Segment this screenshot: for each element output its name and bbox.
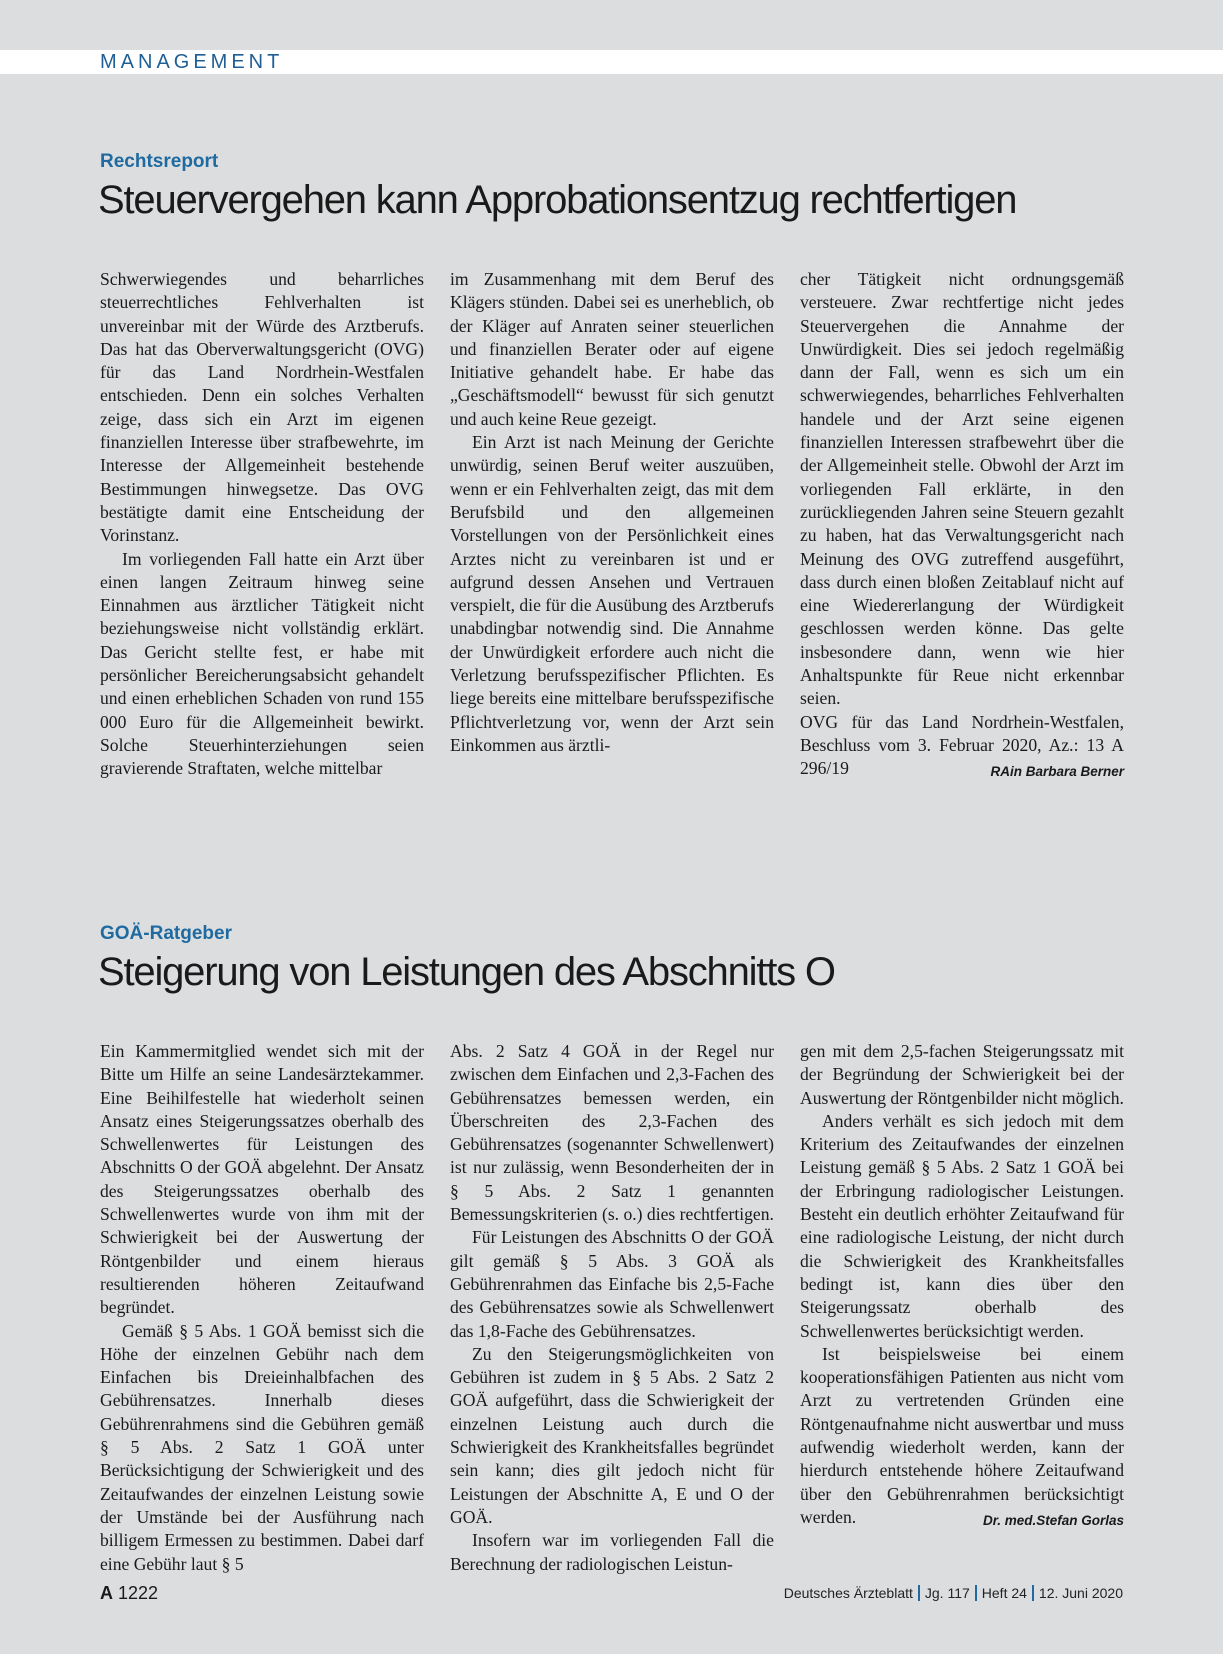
paragraph: Zu den Steigerungsmöglichkeiten von Gebühren ist zudem in § 5 Abs. 2 Satz 2 GOÄ aufgeführt, dass die Schwierigkeit der einzelnen Leistung auch durch die Schwierigkeit des Krankheitsfalles begründet sein kann; dies gilt jedoch nicht für Leistungen der Abschnitte A, E und O der GOÄ. [450, 1343, 774, 1527]
article1-column-3 [800, 268, 1124, 784]
paragraph: Im vorliegenden Fall hatte ein Arzt über einen langen Zeitraum hinweg seine Einnahmen aus ärztlicher Tätigkeit nicht beziehungsweise nicht vollständig erklärt. Das Gericht stellte fest, er habe mit persönlicher Bereicherungsabsicht gehandelt und einen erheblichen Schaden von rund 155 000 Euro für die Allgemeinheit bewirkt. Solche Steuerhinterziehungen seien gravierende Straftaten, welche mittelbar [100, 548, 424, 779]
paragraph: cher Tätigkeit nicht ordnungsgemäß versteuere. Zwar rechtfertige nicht jedes Steuervergehen die Annahme der Unwürdigkeit. Dies sei jedoch regelmäßig dann der Fall, wenn es sich um ein schwerwiegendes, beharrliches Fehlverhalten handele und der Arzt seine eigenen finanziellen Interessen strafbewehrt über die der Allgemeinheit stelle. Obwohl der Arzt im vorliegenden Fall erklärte, in den zurückliegenden Jahren seine Steuern gezahlt zu haben, hat das Verwaltungsgericht nach Meinung des OVG zutreffend ausgeführt, dass durch einen bloßen Zeitablauf nicht auf eine Wiedererlangung der Würdigkeit geschlossen werden könne. Das gelte insbesondere dann, wenn wie hier Anhaltspunkte für Reue nicht erkennbar seien. [800, 269, 1124, 709]
separator [918, 1585, 920, 1601]
citation-text: OVG für das Land Nordrhein-Westfalen, Beschluss vom 3. Februar 2020, Az.: 13 A 296/19 [800, 711, 1124, 779]
paragraph [800, 1343, 1124, 1529]
journal-volume: Jg. 117 [924, 1585, 970, 1601]
paragraph: Für Leistungen des Abschnitts O der GOÄ gilt gemäß § 5 Abs. 3 GOÄ als Gebührenrahmen das Einfache bis 2,5-Fache des Gebührensatzes sowie als Schwellenwert das 1,8-Fache des Gebührensatzes. [450, 1227, 774, 1341]
article2-title: Steigerung von Leistungen des Abschnitts O [98, 950, 835, 994]
top-bar [0, 0, 1223, 50]
paragraph: im Zusammenhang mit dem Beruf des Klägers stünden. Dabei sei es unerheblich, ob der Kläger auf Anraten seiner steuerlichen und finanziellen Berater oder auf eigene Initiative gehandelt habe. Er habe das „Geschäftsmodell“ bewusst für sich genutzt und auch keine Reue gezeigt. [450, 269, 774, 429]
paragraph: gen mit dem 2,5-fachen Steigerungssatz mit der Begründung der Schwierigkeit bei der Auswertung der Röntgenbilder nicht möglich. [800, 1041, 1124, 1108]
paragraph: Gemäß § 5 Abs. 1 GOÄ bemisst sich die Höhe der einzelnen Gebühr nach dem Einfachen bis Dreieinhalbfachen des Gebührensatzes. Innerhalb dieses Gebührenrahmens sind die Gebühren gemäß § 5 Abs. 2 Satz 1 GOÄ unter Berücksichtigung der Schwierigkeit und des Zeitaufwandes der einzelnen Leistung sowie der Umstände bei der Ausführung nach billigem Ermessen zu bestimmen. Dabei darf eine Gebühr laut § 5 [100, 1320, 424, 1574]
section-label: MANAGEMENT [100, 51, 284, 73]
separator [975, 1585, 977, 1601]
page-number-value: 1222 [118, 1583, 159, 1603]
paragraph: Anders verhält es sich jedoch mit dem Kriterium des Zeitaufwandes der einzelnen Leistung gemäß § 5 Abs. 2 Satz 1 GOÄ bei der Erbringung radiologischer Leistungen. Besteht ein deutlich erhöhter Zeitaufwand für eine radiologische Leistung, der nicht durch die Schwierigkeit des Krankheitsfalles bedingt ist, kann dies über den Steigerungssatz oberhalb des Schwellenwertes berücksichtigt werden. [800, 1110, 1124, 1341]
journal-info [784, 1585, 1123, 1601]
article1-kicker: Rechtsreport [100, 151, 219, 172]
paragraph: Insofern war im vorliegenden Fall die Berechnung der radiologischen Leistun- [450, 1530, 774, 1574]
article1-column-1 [100, 268, 424, 784]
article1-title: Steuervergehen kann Approbationsentzug rechtfertigen [98, 178, 1017, 222]
paragraph: Abs. 2 Satz 4 GOÄ in der Regel nur zwischen dem Einfachen und 2,3-Fachen des Gebührensatzes bemessen werden, ein Überschreiten des 2,3-Fachen des Gebührensatzes (sogenannter Schwellenwert) ist nur zulässig, wenn Besonderheiten der in § 5 Abs. 2 Satz 1 genannten Bemessungskriterien (s. o.) dies rechtfertigen. [450, 1041, 774, 1225]
citation [800, 711, 1124, 781]
article2-column-3 [800, 1040, 1124, 1576]
article2-kicker: GOÄ-Ratgeber [100, 923, 232, 944]
paragraph: Schwerwiegendes und beharrliches steuerrechtliches Fehlverhalten ist unvereinbar mit der Würde des Arztberufs. Das hat das Oberverwaltungsgericht (OVG) für das Land Nordrhein-Westfalen entschieden. Denn ein solches Verhalten zeige, dass sich ein Arzt im eigenen finanziellen Interesse über strafbewehrte, im Interesse der Allgemeinheit bestehende Bestimmungen hinwegsetze. Das OVG bestätigte damit eine Entscheidung der Vorinstanz. [100, 269, 424, 546]
article2-body [100, 1040, 1123, 1576]
paragraph: Ein Kammermitglied wendet sich mit der Bitte um Hilfe an seine Landesärztekammer. Eine Beihilfestelle hat wiederholt seinen Ansatz eines Steigerungssatzes oberhalb des Schwellenwertes für Leistungen des Abschnitts O der GOÄ abgelehnt. Der Ansatz des Steigerungssatzes oberhalb des Schwellenwertes wurde von ihm mit der Schwierigkeit bei der Auswertung der Röntgenbilder und einem hieraus resultierenden höheren Zeitaufwand begründet. [100, 1041, 424, 1318]
paragraph-text: Ist beispielsweise bei einem kooperationsfähigen Patienten aus nicht vom Arzt zu vertretenden Gründen eine Röntgenaufnahme nicht auswertbar und muss aufwendig wiederholt werden, kann der hierdurch entstehende höhere Zeitaufwand über den Gebührenrahmen berücksichtigt werden. [800, 1343, 1124, 1527]
journal-name: Deutsches Ärzteblatt [783, 1585, 913, 1601]
article2-author: Dr. med.Stefan Gorlas [982, 1512, 1124, 1528]
page-number [100, 1583, 158, 1604]
article1-column-2 [450, 268, 774, 784]
journal-issue: Heft 24 [981, 1585, 1027, 1601]
paragraph: Ein Arzt ist nach Meinung der Gerichte unwürdig, seinen Beruf weiter auszuüben, wenn er ein Fehlverhalten zeigt, das mit dem Berufsbild und den allgemeinen Vorstellungen von der Persönlichkeit eines Arztes nicht zu vereinbaren ist und er aufgrund dessen Ansehen und Vertrauen verspielt, die für die Ausübung des Arztberufs unabdingbar notwendig sind. Die Annahme der Unwürdigkeit erfordere auch nicht die Verletzung berufsspezifischer Pflichten. Es liege bereits eine mittelbare berufsspezifische Pflichtverletzung vor, wenn der Arzt sein Einkommen aus ärztli- [450, 432, 774, 755]
page-prefix: A [100, 1583, 113, 1603]
article1-author: RAin Barbara Berner [990, 764, 1124, 780]
separator [1032, 1585, 1034, 1601]
article2-column-1 [100, 1040, 424, 1576]
journal-date: 12. Juni 2020 [1038, 1585, 1123, 1601]
article2-column-2 [450, 1040, 774, 1576]
article1-body [100, 268, 1123, 784]
